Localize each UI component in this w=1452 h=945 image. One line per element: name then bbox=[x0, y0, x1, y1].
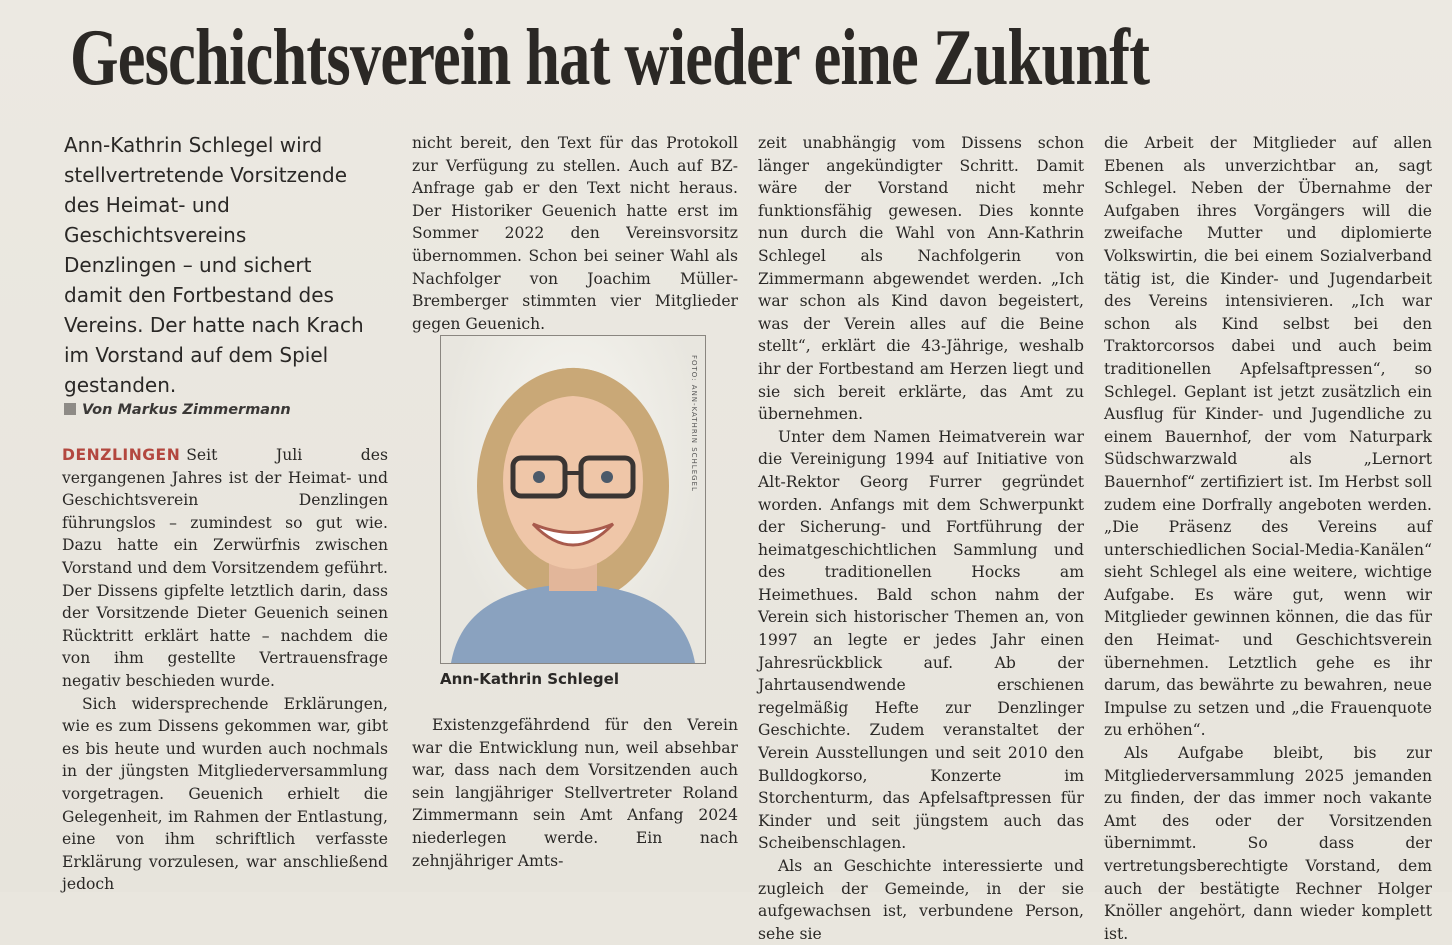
article-paragraph: nicht bereit, den Text für das Protokoll zur Verfügung zu stellen. Auch auf BZ-Anfrage gab er den Text nicht heraus. Der Historiker Geuenich hatte erst im Sommer 2022 den Vereinsvorsitz übernommen. Schon bei seiner Wahl als Nachfolger von Joachim Müller-Bremberger stimmten vier Mitglieder gegen Geuenich. bbox=[412, 134, 738, 333]
column-3 bbox=[758, 132, 1084, 945]
article-paragraph: Existenzgefährdend für den Verein war die Entwicklung nun, weil absehbar war, dass nach dem Vorsitzenden auch sein langjähriger Stellvertreter Roland Zimmermann sein Amt Anfang 2024 niederlegen werde. Ein nach zehnjähriger Amts- bbox=[412, 716, 738, 870]
article-paragraph: zeit unabhängig vom Dissens schon länger angekündigter Schritt. Damit wäre der Vorstand nicht mehr funktionsfähig gewesen. Dies konnte nun durch die Wahl von Ann-Kathrin Schlegel als Nachfolgerin von Zimmermann abgewendet werden. „Ich war schon als Kind davon begeistert, was der Verein alles auf die Beine stellt“, erklärt die 43-Jährige, weshalb ihr der Fortbestand am Herzen liegt und sie sich bereit erklärte, das Amt zu übernehmen. bbox=[758, 134, 1084, 424]
article-paragraph: Unter dem Namen Heimatverein war die Vereinigung 1994 auf Initiative von Alt-Rektor Georg Furrer gegründet worden. Anfangs mit dem Schwerpunkt der Sicherung- und Fortführung der heimatgeschichtlichen Sammlung und des traditionellen Hocks am Heimethues. Bald schon nahm der Verein sich historischer Themen an, von 1997 an legte er jedes Jahr einen Jahresrückblick auf. Ab der Jahrtausendwende erschienen regelmäßig Hefte zur Denzlinger Geschichte. Zudem veranstaltet der Verein Ausstellungen und seit 2010 den Bulldogkorso, Konzerte im Storchenturm, das Apfelsaftpressen für Kinder und seit jüngstem auch das Scheibenschlagen. bbox=[758, 427, 1084, 853]
teaser: Ann-Kathrin Schlegel wird stellvertretende Vorsitzende des Heimat- und Geschichtsvereins Denzlingen – und sichert damit den Fortbestand des Vereins. Der hatte nach Krach im Vorstand auf dem Spiel gestanden. bbox=[64, 133, 364, 397]
headline: Geschichtsverein hat wieder eine Zukunft bbox=[70, 14, 1150, 102]
paragraph-text: Seit Juli des vergangenen Jahres ist der Heimat- und Geschichtsverein Denzlingen führungslos – zumindest so gut wie. Dazu hatte ein Zerwürfnis zwischen Vorstand und dem Vorsitzendem geführt. Der Dissens gipfelte letztlich darin, dass der Vorsitzende Dieter Geuenich seinen Rücktritt erklärt hatte – nachdem die von ihm gestellte Vertrauensfrage negativ beschieden wurde. bbox=[62, 446, 388, 690]
column-2-top bbox=[412, 132, 738, 335]
dateline: DENZLINGEN bbox=[62, 446, 181, 464]
article-paragraph bbox=[62, 444, 388, 693]
article-paragraph: Sich widersprechende Erklärungen, wie es zum Dissens gekommen war, gibt es bis heute und wurden auch nochmals in der jüngsten Mitgliederversammlung vorgetragen. Geuenich erhielt die Gelegenheit, im Rahmen der Entlastung, eine von ihm schriftlich verfasste Erklärung vorzulesen, war anschließend jedoch bbox=[62, 694, 388, 894]
column-2-bottom bbox=[412, 714, 738, 872]
byline bbox=[64, 402, 291, 418]
article-paragraph: die Arbeit der Mitglieder auf allen Ebenen als unverzichtbar an, sagt Schlegel. Neben der Übernahme der Aufgaben ihres Vorgängers will die zweifache Mutter und diplomierte Volkswirtin, die bei einem Sozialverband tätig ist, die Kinder- und Jugendarbeit des Vereins intensivieren. „Ich war schon als Kind selbst bei den Traktorcorsos dabei und auch beim traditionellen Apfelsaftpressen“, so Schlegel. Geplant ist jetzt zusätzlich ein Ausflug für Kinder- und Jugendliche zu einem Bauernhof, der vom Naturpark Südschwarzwald als „Lernort Bauernhof“ zertifiziert ist. Im Herbst soll zudem eine Dorfrally angeboten werden. „Die Präsenz des Vereins auf unterschiedlichen Social-Media-Kanälen“ sieht Schlegel als eine weitere, wichtige Aufgabe. Es wäre gut, wenn wir Mitglieder gewinnen können, die das für den Heimat- und Geschichtsverein übernehmen. Letztlich gehe es ihr darum, das bewährte zu bewahren, neue Impulse zu setzen und „die Frauenquote zu erhöhen“. bbox=[1104, 134, 1432, 740]
photo-credit: FOTO: ANN-KATHRIN SCHLEGEL bbox=[690, 355, 698, 492]
portrait-photo bbox=[440, 335, 706, 664]
article-paragraph: Als an Geschichte interessierte und zugleich der Gemeinde, in der sie aufgewachsen ist, verbundene Person, sehe sie bbox=[758, 857, 1084, 943]
column-1 bbox=[62, 444, 388, 896]
byline-text: Von Markus Zimmermann bbox=[82, 402, 291, 418]
byline-square-icon bbox=[64, 403, 76, 415]
photo-caption: Ann-Kathrin Schlegel bbox=[440, 670, 619, 688]
article-paragraph: Als Aufgabe bleibt, bis zur Mitgliederversammlung 2025 jemanden zu finden, der das immer noch vakante Amt des oder der Vorsitzenden übernimmt. So dass der vertretungsberechtigte Vorstand, dem auch der bestätigte Rechner Holger Knöller angehört, dann wieder komplett ist. bbox=[1104, 744, 1432, 943]
portrait-image bbox=[441, 336, 705, 663]
column-4 bbox=[1104, 132, 1432, 945]
